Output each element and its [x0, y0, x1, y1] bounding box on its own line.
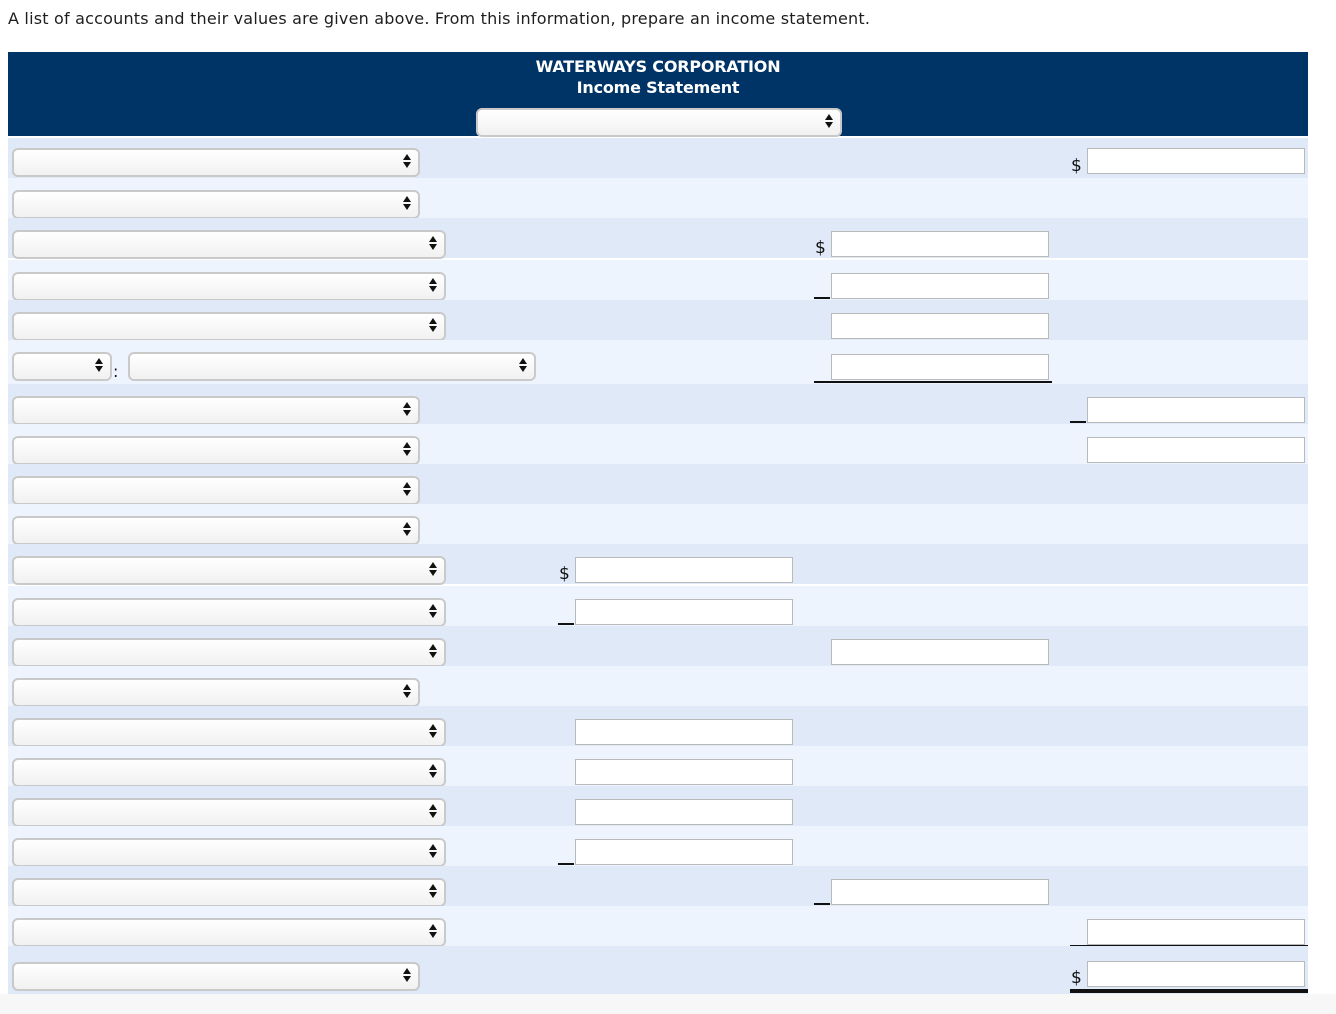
amount-input[interactable] [831, 879, 1049, 905]
select-arrows-icon [429, 923, 437, 939]
account-select[interactable] [12, 838, 446, 867]
amount-input[interactable] [1087, 919, 1305, 945]
select-arrows-icon [429, 317, 437, 333]
amount-input[interactable] [575, 839, 793, 865]
double-underline [1070, 989, 1308, 993]
account-select[interactable] [12, 148, 420, 177]
select-arrows-icon [429, 277, 437, 293]
dollar-sign: $ [1071, 968, 1082, 988]
select-arrows-icon [403, 683, 411, 699]
underline [814, 297, 830, 299]
underline [558, 623, 574, 625]
account-select[interactable] [12, 718, 446, 747]
account-select[interactable] [12, 598, 446, 627]
amount-input[interactable] [575, 799, 793, 825]
amount-input[interactable] [831, 313, 1049, 339]
company-name: WATERWAYS CORPORATION [535, 57, 781, 76]
select-arrows-icon [429, 723, 437, 739]
amount-input[interactable] [831, 273, 1049, 299]
select-arrows-icon [403, 481, 411, 497]
underline [814, 903, 830, 905]
instructions-text: A list of accounts and their values are given above. From this information, prepare an income statement. [8, 9, 871, 28]
select-arrows-icon [825, 113, 833, 129]
select-arrows-icon [403, 441, 411, 457]
amount-input[interactable] [1087, 148, 1305, 174]
account-select[interactable] [12, 516, 420, 545]
account-select[interactable] [12, 190, 420, 219]
select-arrows-icon [429, 235, 437, 251]
select-arrows-icon [403, 521, 411, 537]
select-arrows-icon [429, 643, 437, 659]
amount-input[interactable] [831, 231, 1049, 257]
select-arrows-icon [429, 843, 437, 859]
account-select[interactable] [12, 878, 446, 907]
select-arrows-icon [429, 883, 437, 899]
period-select[interactable] [476, 108, 842, 137]
account-select[interactable] [12, 312, 446, 341]
statement-title: Income Statement [576, 78, 740, 97]
select-arrows-icon [95, 357, 103, 373]
select-arrows-icon [429, 603, 437, 619]
account-select[interactable] [12, 396, 420, 425]
account-select[interactable] [12, 758, 446, 787]
select-arrows-icon [403, 967, 411, 983]
dollar-sign: $ [559, 564, 570, 584]
amount-input[interactable] [575, 557, 793, 583]
dollar-sign: $ [1071, 156, 1082, 176]
amount-input[interactable] [1087, 397, 1305, 423]
select-arrows-icon [429, 763, 437, 779]
amount-input[interactable] [831, 639, 1049, 665]
account-select[interactable] [12, 798, 446, 827]
amount-input[interactable] [575, 719, 793, 745]
amount-input[interactable] [575, 759, 793, 785]
account-select[interactable] [12, 272, 446, 301]
colon-separator: : [113, 362, 119, 381]
account-select[interactable] [12, 556, 446, 585]
underline [814, 381, 1052, 383]
account-select[interactable] [12, 436, 420, 465]
account-select[interactable] [128, 352, 536, 381]
account-select[interactable] [12, 230, 446, 259]
account-select[interactable] [12, 476, 420, 505]
amount-input[interactable] [831, 354, 1049, 380]
select-arrows-icon [519, 357, 527, 373]
amount-input[interactable] [1087, 437, 1305, 463]
amount-input[interactable] [1087, 961, 1305, 987]
select-arrows-icon [403, 195, 411, 211]
underline [1070, 421, 1086, 423]
select-arrows-icon [429, 561, 437, 577]
prefix-select[interactable] [12, 352, 112, 381]
statement-header [8, 52, 1308, 136]
select-arrows-icon [403, 153, 411, 169]
account-select[interactable] [12, 962, 420, 991]
select-arrows-icon [429, 803, 437, 819]
account-select[interactable] [12, 918, 446, 947]
select-arrows-icon [403, 401, 411, 417]
underline [558, 863, 574, 865]
account-select[interactable] [12, 678, 420, 707]
dollar-sign: $ [815, 238, 826, 258]
account-select[interactable] [12, 638, 446, 667]
amount-input[interactable] [575, 599, 793, 625]
page-bottom-strip [0, 994, 1336, 1014]
